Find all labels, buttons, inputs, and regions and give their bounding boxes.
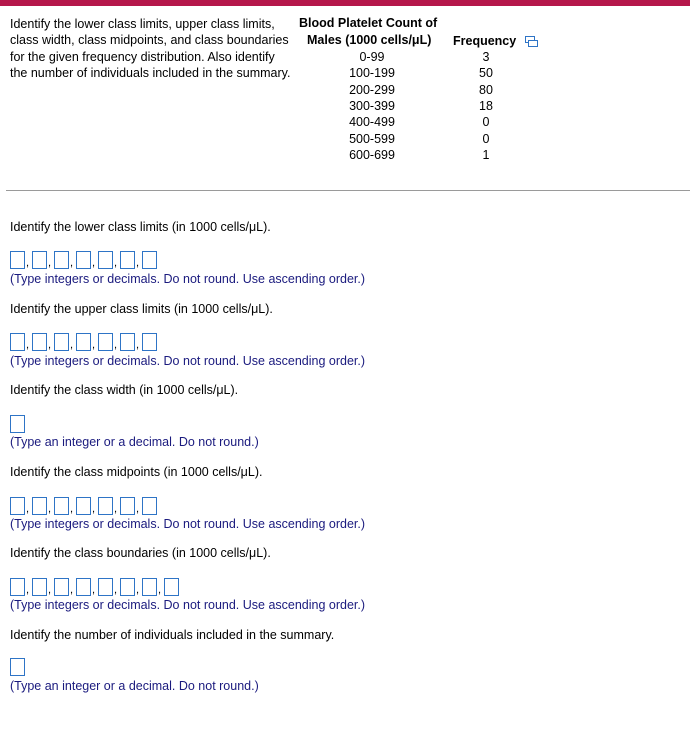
class-cell: 200-299 [349,82,395,97]
comma-separator: , [48,339,52,351]
comma-separator: , [114,584,118,596]
frequency-cell: 0 [482,131,490,146]
answer-hint: (Type integers or decimals. Do not round. Use ascending order.) [10,354,366,368]
answer-hint: (Type an integer or a decimal. Do not round.) [10,435,259,449]
section-divider [6,190,690,191]
answer-input[interactable] [10,658,25,676]
frequency-header: Frequency [453,34,517,48]
comma-separator: , [48,503,52,515]
problem-statement: Identify the lower class limits, upper class limits, class width, class midpoints, and class boundaries for the given frequency distribution. Also identify the number of individuals included in the summary. [10,17,291,80]
popout-icon[interactable] [525,36,538,47]
answer-hint: (Type integers or decimals. Do not round. Use ascending order.) [10,517,366,531]
answer-input[interactable] [120,578,135,596]
answer-input[interactable] [164,578,179,596]
class-cell: 400-499 [349,115,395,130]
answer-input[interactable] [76,333,91,351]
frequency-cell: 3 [482,50,490,64]
frequency-cell: 50 [479,66,493,81]
class-cell: 600-699 [349,147,395,162]
frequency-cell: 80 [479,82,493,97]
answer-input[interactable] [32,497,47,515]
answer-input[interactable] [98,333,113,351]
comma-separator: , [136,503,140,515]
comma-separator: , [70,503,74,515]
answer-input[interactable] [10,578,25,596]
answer-input[interactable] [10,497,25,515]
comma-separator: , [92,584,96,596]
comma-separator: , [92,257,96,269]
answer-input[interactable] [98,497,113,515]
answer-input[interactable] [142,497,157,515]
class-cell: 500-599 [349,131,395,146]
answer-input[interactable] [54,578,69,596]
answer-hint: (Type integers or decimals. Do not round. Use ascending order.) [10,598,366,612]
answer-input[interactable] [54,333,69,351]
comma-separator: , [48,257,52,269]
class-cell: 0-99 [359,50,385,64]
comma-separator: , [70,257,74,269]
comma-separator: , [136,257,140,269]
answer-input[interactable] [32,333,47,351]
comma-separator: , [26,584,30,596]
answer-input[interactable] [76,251,91,269]
answer-input[interactable] [98,251,113,269]
answer-input[interactable] [32,251,47,269]
comma-separator: , [26,257,30,269]
answer-input[interactable] [54,497,69,515]
question-label: Identify the lower class limits (in 1000 cells/μL). [10,220,271,234]
answer-input[interactable] [10,333,25,351]
answer-input[interactable] [142,578,157,596]
class-cell: 100-199 [349,66,395,81]
answer-input[interactable] [120,333,135,351]
answer-input[interactable] [142,251,157,269]
question-label: Identify the class midpoints (in 1000 cells/μL). [10,465,263,479]
frequency-cell: 0 [482,115,490,130]
answer-input[interactable] [10,251,25,269]
answer-input[interactable] [120,497,135,515]
answer-hint: (Type integers or decimals. Do not round. Use ascending order.) [10,272,366,286]
answer-input[interactable] [54,251,69,269]
comma-separator: , [70,339,74,351]
answer-input[interactable] [10,415,25,433]
question-label: Identify the class boundaries (in 1000 cells/μL). [10,546,271,560]
class-cell: 300-399 [349,98,395,113]
answer-input[interactable] [32,578,47,596]
answer-input[interactable] [76,497,91,515]
answer-hint: (Type an integer or a decimal. Do not round.) [10,679,259,693]
comma-separator: , [92,503,96,515]
class-header-line1: Blood Platelet Count of [299,16,438,30]
comma-separator: , [114,257,118,269]
comma-separator: , [92,339,96,351]
question-label: Identify the number of individuals included in the summary. [10,628,335,642]
answer-input[interactable] [98,578,113,596]
comma-separator: , [48,584,52,596]
question-label: Identify the upper class limits (in 1000 cells/μL). [10,302,273,316]
comma-separator: , [26,339,30,351]
comma-separator: , [158,584,162,596]
frequency-cell: 18 [479,98,493,113]
comma-separator: , [136,339,140,351]
answer-input[interactable] [120,251,135,269]
comma-separator: , [114,339,118,351]
class-header-line2: Males (1000 cells/μL) [307,33,432,47]
question-label: Identify the class width (in 1000 cells/μL). [10,383,239,397]
comma-separator: , [114,503,118,515]
answer-input[interactable] [76,578,91,596]
comma-separator: , [136,584,140,596]
comma-separator: , [70,584,74,596]
answer-input[interactable] [142,333,157,351]
frequency-cell: 1 [482,147,490,162]
comma-separator: , [26,503,30,515]
top-accent-bar [0,0,690,6]
